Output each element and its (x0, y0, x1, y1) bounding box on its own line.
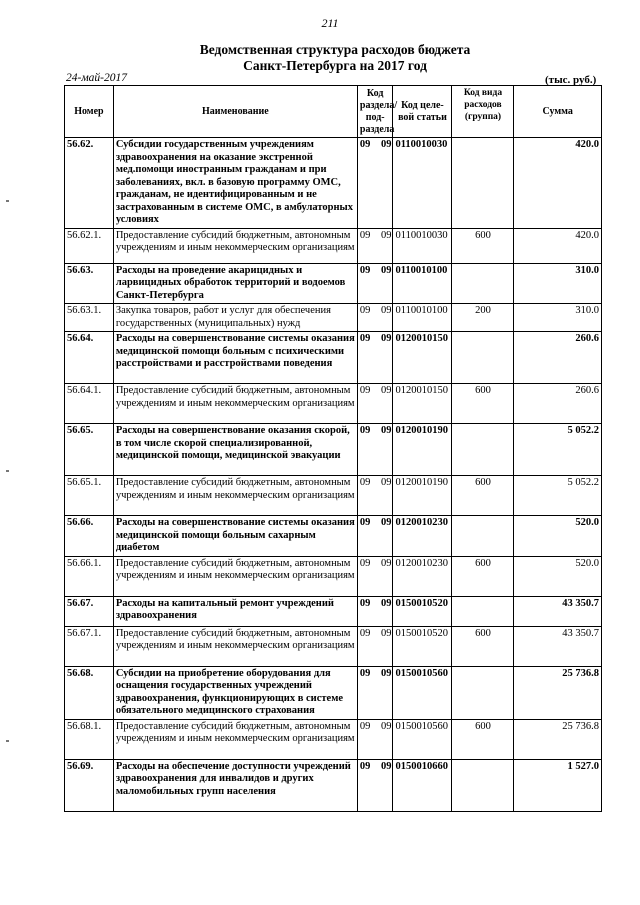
row-section-code-cell: 09 (357, 332, 377, 384)
header-article-code: Код целе- вой статьи (393, 86, 452, 138)
row-number-cell: 56.65.1. (65, 476, 114, 516)
row-section-code-cell: 09 (357, 666, 377, 719)
row-section-code-cell: 09 (357, 384, 377, 424)
header-expense-type-code: Код вида расходов (группа) (452, 86, 514, 138)
row-subsection-code-cell: 09 (378, 666, 393, 719)
row-number-cell: 56.66. (65, 516, 114, 557)
row-sum-cell: 520.0 (514, 556, 602, 596)
table-row (65, 626, 602, 666)
row-article-code-cell: 0120010150 (393, 384, 452, 424)
units-label: (тыс. руб.) (545, 74, 597, 86)
row-sum-cell: 310.0 (514, 263, 602, 304)
row-expense-type-cell: 600 (452, 384, 514, 424)
row-name-cell: Предоставление субсидий бюджетным, автономным учреждениям и иным некоммерческим организациям (113, 476, 357, 516)
row-expense-type-cell: 200 (452, 304, 514, 332)
table-row (65, 424, 602, 476)
row-name-cell: Расходы на совершенствование оказания скорой, в том числе скорой специализированной, медицинской помощи, медицинской эвакуации (113, 424, 357, 476)
row-subsection-code-cell: 09 (378, 476, 393, 516)
table-row (65, 263, 602, 304)
row-expense-type-cell: 600 (452, 719, 514, 759)
row-name-cell: Субсидии государственным учреждениям здравоохранения на оказание экстренной мед.помощи иностранным гражданам и при заболеваниях, вкл. в базовую программу ОМС, гражданам, не идентифицированным и не застрахованным в системе ОМС, в амбулаторных условиях (113, 138, 357, 229)
row-number-cell: 56.62. (65, 138, 114, 229)
row-expense-type-cell (452, 424, 514, 476)
row-article-code-cell: 0120010230 (393, 516, 452, 557)
header-name: Наименование (113, 86, 357, 138)
title-line-1: Ведомственная структура расходов бюджета (199, 42, 471, 57)
header-section-code: Код раздела/ под- раздела (357, 86, 393, 138)
row-section-code-cell: 09 (357, 516, 377, 557)
row-number-cell: 56.63. (65, 263, 114, 304)
row-section-code-cell: 09 (357, 424, 377, 476)
row-subsection-code-cell: 09 (378, 626, 393, 666)
table-row (65, 332, 602, 384)
row-article-code-cell: 0110010030 (393, 138, 452, 229)
row-sum-cell: 1 527.0 (514, 759, 602, 811)
table-row (65, 556, 602, 596)
row-sum-cell: 260.6 (514, 384, 602, 424)
row-subsection-code-cell: 09 (378, 596, 393, 626)
row-subsection-code-cell: 09 (378, 759, 393, 811)
row-expense-type-cell (452, 263, 514, 304)
row-sum-cell: 43 350.7 (514, 596, 602, 626)
table-row (65, 138, 602, 229)
row-article-code-cell: 0150010560 (393, 666, 452, 719)
table-body (65, 138, 602, 812)
row-sum-cell: 420.0 (514, 138, 602, 229)
row-expense-type-cell: 600 (452, 228, 514, 263)
row-section-code-cell: 09 (357, 228, 377, 263)
row-article-code-cell: 0110010100 (393, 263, 452, 304)
table-row (65, 719, 602, 759)
row-article-code-cell: 0110010100 (393, 304, 452, 332)
table-row (65, 516, 602, 557)
row-section-code-cell: 09 (357, 556, 377, 596)
row-section-code-cell: 09 (357, 759, 377, 811)
row-number-cell: 56.68. (65, 666, 114, 719)
header-sum: Сумма (514, 86, 602, 138)
table-row (65, 304, 602, 332)
row-subsection-code-cell: 09 (378, 228, 393, 263)
row-article-code-cell: 0120010230 (393, 556, 452, 596)
row-expense-type-cell (452, 596, 514, 626)
row-article-code-cell: 0150010520 (393, 596, 452, 626)
row-expense-type-cell (452, 759, 514, 811)
table-row (65, 666, 602, 719)
row-expense-type-cell (452, 332, 514, 384)
row-sum-cell: 5 052.2 (514, 424, 602, 476)
row-number-cell: 56.63.1. (65, 304, 114, 332)
row-sum-cell: 5 052.2 (514, 476, 602, 516)
document-title (0, 42, 640, 74)
budget-table (64, 85, 602, 812)
row-article-code-cell: 0120010150 (393, 332, 452, 384)
header-number: Номер (65, 86, 114, 138)
row-expense-type-cell (452, 666, 514, 719)
row-number-cell: 56.62.1. (65, 228, 114, 263)
row-name-cell: Закупка товаров, работ и услуг для обеспечения государственных (муниципальных) нужд (113, 304, 357, 332)
row-expense-type-cell (452, 516, 514, 557)
table-row (65, 596, 602, 626)
row-subsection-code-cell: 09 (378, 304, 393, 332)
row-subsection-code-cell: 09 (378, 263, 393, 304)
scan-artifact (6, 470, 9, 472)
row-name-cell: Предоставление субсидий бюджетным, автономным учреждениям и иным некоммерческим организациям (113, 556, 357, 596)
row-expense-type-cell: 600 (452, 556, 514, 596)
row-section-code-cell: 09 (357, 263, 377, 304)
row-section-code-cell: 09 (357, 138, 377, 229)
row-article-code-cell: 0150010560 (393, 719, 452, 759)
table-row (65, 476, 602, 516)
row-number-cell: 56.67. (65, 596, 114, 626)
row-name-cell: Субсидии на приобретение оборудования для оснащения государственных учреждений здравоохранения, функционирующих в системе обязательного медицинского страхования (113, 666, 357, 719)
row-number-cell: 56.65. (65, 424, 114, 476)
scan-artifact (6, 200, 9, 202)
row-subsection-code-cell: 09 (378, 424, 393, 476)
row-article-code-cell: 0150010520 (393, 626, 452, 666)
row-number-cell: 56.69. (65, 759, 114, 811)
row-number-cell: 56.64. (65, 332, 114, 384)
row-name-cell: Расходы на капитальный ремонт учреждений здравоохранения (113, 596, 357, 626)
row-name-cell: Предоставление субсидий бюджетным, автономным учреждениям и иным некоммерческим организациям (113, 384, 357, 424)
row-subsection-code-cell: 09 (378, 138, 393, 229)
row-sum-cell: 260.6 (514, 332, 602, 384)
table-row (65, 384, 602, 424)
row-number-cell: 56.68.1. (65, 719, 114, 759)
row-sum-cell: 25 736.8 (514, 666, 602, 719)
row-article-code-cell: 0120010190 (393, 424, 452, 476)
row-subsection-code-cell: 09 (378, 556, 393, 596)
row-number-cell: 56.64.1. (65, 384, 114, 424)
row-name-cell: Предоставление субсидий бюджетным, автономным учреждениям и иным некоммерческим организациям (113, 719, 357, 759)
row-name-cell: Расходы на совершенствование системы оказания медицинской помощи больным сахарным диабетом (113, 516, 357, 557)
row-sum-cell: 25 736.8 (514, 719, 602, 759)
row-section-code-cell: 09 (357, 304, 377, 332)
row-section-code-cell: 09 (357, 626, 377, 666)
row-name-cell: Предоставление субсидий бюджетным, автономным учреждениям и иным некоммерческим организациям (113, 626, 357, 666)
row-expense-type-cell (452, 138, 514, 229)
table-row (65, 228, 602, 263)
row-name-cell: Предоставление субсидий бюджетным, автономным учреждениям и иным некоммерческим организациям (113, 228, 357, 263)
row-name-cell: Расходы на обеспечение доступности учреждений здравоохранения для инвалидов и других маломобильных групп населения (113, 759, 357, 811)
row-section-code-cell: 09 (357, 596, 377, 626)
row-subsection-code-cell: 09 (378, 516, 393, 557)
row-subsection-code-cell: 09 (378, 384, 393, 424)
page-number: 211 (321, 16, 339, 30)
row-section-code-cell: 09 (357, 719, 377, 759)
scan-artifact (6, 740, 9, 742)
row-sum-cell: 43 350.7 (514, 626, 602, 666)
document-date: 24-май-2017 (66, 72, 127, 84)
row-article-code-cell: 0150010660 (393, 759, 452, 811)
row-sum-cell: 420.0 (514, 228, 602, 263)
row-number-cell: 56.67.1. (65, 626, 114, 666)
row-expense-type-cell: 600 (452, 626, 514, 666)
row-section-code-cell: 09 (357, 476, 377, 516)
table-row (65, 759, 602, 811)
row-sum-cell: 520.0 (514, 516, 602, 557)
row-subsection-code-cell: 09 (378, 719, 393, 759)
row-article-code-cell: 0110010030 (393, 228, 452, 263)
row-subsection-code-cell: 09 (378, 332, 393, 384)
title-line-2: Санкт-Петербурга на 2017 год (243, 58, 427, 73)
row-expense-type-cell: 600 (452, 476, 514, 516)
row-name-cell: Расходы на совершенствование системы оказания медицинской помощи больным с психическими расстройствами и расстройствами поведения (113, 332, 357, 384)
row-article-code-cell: 0120010190 (393, 476, 452, 516)
row-name-cell: Расходы на проведение акарицидных и ларвицидных обработок территорий и водоемов Санкт-Петербурга (113, 263, 357, 304)
row-number-cell: 56.66.1. (65, 556, 114, 596)
row-sum-cell: 310.0 (514, 304, 602, 332)
